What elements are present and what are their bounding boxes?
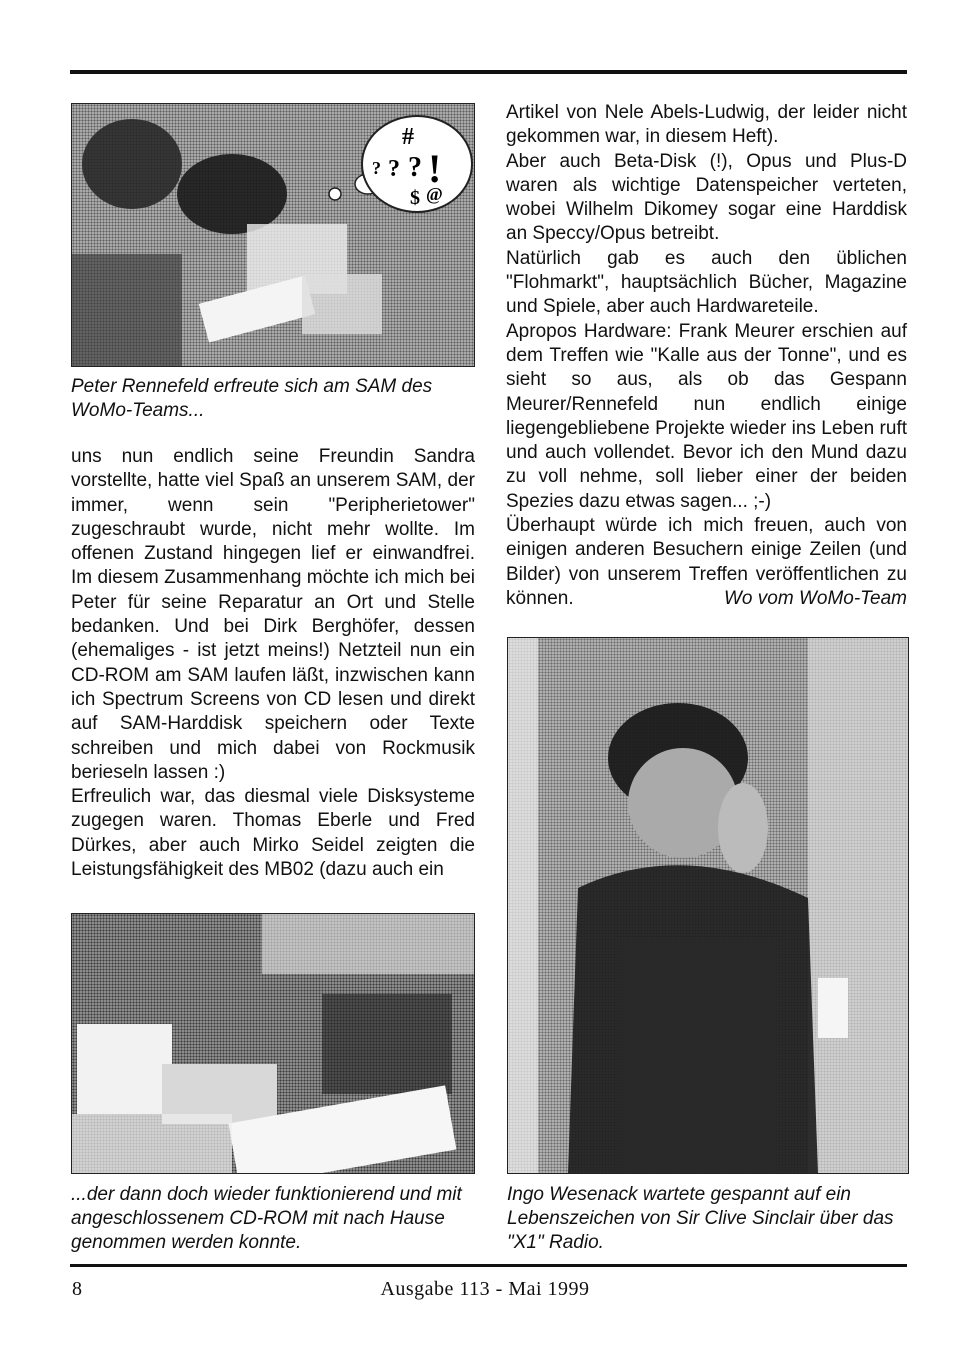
right-paragraph-5-text: Überhaupt würde ich mich freuen, auch von einigen anderen Besuchern einige Zeilen (und Bilder) von unserem Treffen veröffentlichen zu können.: [506, 515, 907, 609]
bubble-symbol-at: @: [426, 184, 443, 204]
bubble-symbol-dollar: $: [410, 187, 420, 209]
photo-peter-rennefeld: [71, 103, 475, 367]
bubble-symbol-q3: ?: [408, 152, 422, 183]
bubble-symbol-q1: ?: [372, 158, 381, 178]
issue-label: Ausgabe 113 - Mai 1999: [380, 1278, 590, 1300]
right-paragraph-4: Apropos Hardware: Frank Meurer erschien auf dem Treffen wie "Kalle aus der Tonne", und es sieht so aus, als ob das Gespann Meurer/Rennefeld nun endlich einige liegengebliebene Projekte wieder ins Leben ruft und auch vollendet. Bevor ich den Mund dazu zu voll nehme, soll lieber einer der beiden Spezies dazu etwas sagen... ;-): [506, 320, 907, 512]
photo1-caption: Peter Rennefeld erfreute sich am SAM des WoMo-Teams...: [71, 376, 433, 421]
photo-cd-rom-setup: [71, 913, 475, 1174]
left-paragraph-1: uns nun endlich seine Freundin Sandra vorstellte, hatte viel Spaß an unserem SAM, der immer, wenn sein "Peripherietower" zugeschraubt wurde, nicht mehr wollte. Im offenen Zustand hingegen lief er einwandfrei. Im diesem Zusammenhang möchte ich mich bei Peter für seine Reparatur an Ort und Stelle bedanken. Und bei Dirk Berghöfer, dessen (ehemaliges - ist jetzt meins!) Netzteil nun ein CD-ROM am SAM laufen läßt, inzwischen kann ich Spectrum Screens von CD lesen und direkt auf SAM-Harddisk speichern oder Texte schreiben und mich dabei von Rockmusik berieseln lassen :): [71, 446, 475, 783]
left-paragraph-2: Erfreulich war, das diesmal viele Disksysteme zugegen waren. Thomas Eberle und Fred Dürkes, aber auch Mirko Seidel zeigten die Leistungsfähigkeit des MB02 (dazu auch ein: [71, 786, 475, 881]
photo-ingo-wesenack: [507, 637, 909, 1174]
bubble-symbol-exclaim: !: [428, 146, 442, 191]
top-rule: [70, 70, 907, 74]
right-paragraph-5: [506, 514, 907, 611]
signature: Wo vom WoMo-Team: [724, 587, 907, 609]
right-paragraph-2: Aber auch Beta-Disk (!), Opus und Plus-D waren als wichtige Datenspeicher verteten, wobei Wilhelm Dikomey sogar eine Harddisk an Speccy/Opus betreibt.: [506, 150, 907, 245]
bubble-symbol-q2: ?: [388, 156, 400, 182]
right-paragraph-1: Artikel von Nele Abels-Ludwig, der leider nicht gekommen war, in diesem Heft).: [506, 102, 907, 148]
photo-man-with-phone-illustration: [508, 638, 908, 1173]
photo-people-at-computer-illustration: [72, 104, 474, 366]
photo-desk-equipment-illustration: [72, 914, 474, 1173]
photo3-caption: Ingo Wesenack wartete gespannt auf ein Lebenszeichen von Sir Clive Sinclair über das "X1" Radio.: [507, 1184, 894, 1253]
right-column: [506, 101, 907, 611]
left-column: [71, 445, 475, 882]
bottom-rule: [70, 1264, 907, 1267]
page-number: 8: [72, 1278, 82, 1300]
right-paragraph-3: Natürlich gab es auch den üblichen "Flohmarkt", hauptsächlich Bücher, Magazine und Spiele, aber auch Hardwareteile.: [506, 247, 907, 318]
bubble-symbol-hash: #: [402, 124, 414, 150]
photo2-caption: ...der dann doch wieder funktionierend und mit angeschlossenem CD-ROM mit nach Hause genommen werden konnte.: [71, 1184, 462, 1253]
